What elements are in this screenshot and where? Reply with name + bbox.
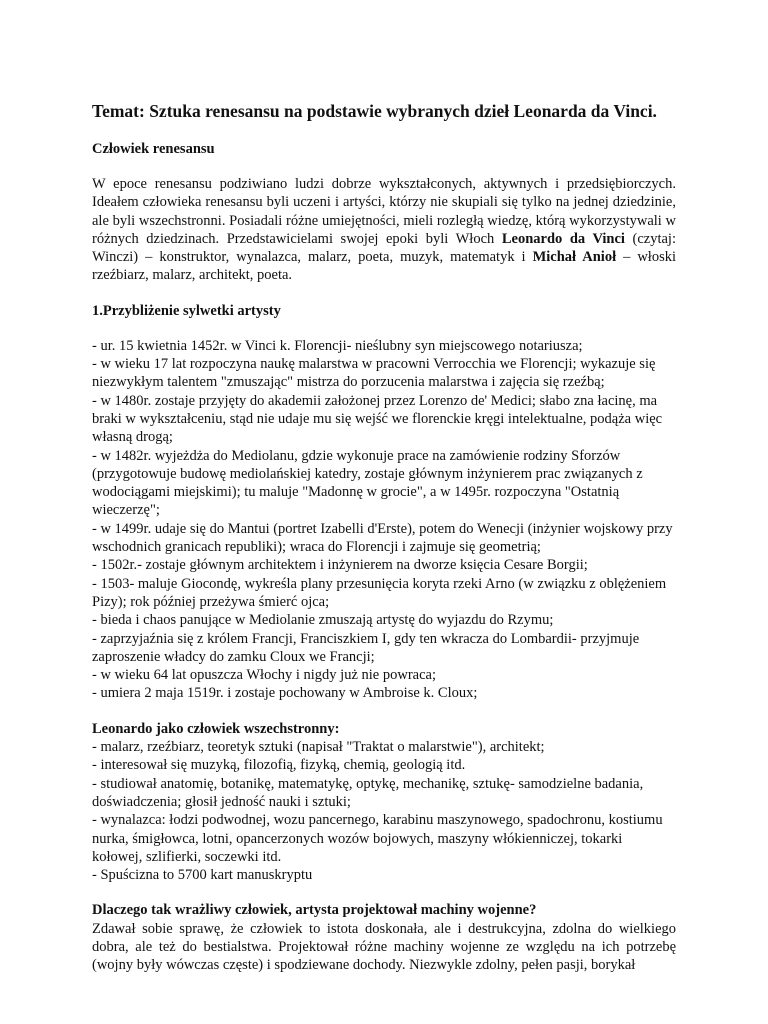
list-item: - umiera 2 maja 1519r. i zostaje pochowany w Ambroise k. Cloux; <box>92 685 478 702</box>
section-heading-renaissance-man: Człowiek renesansu <box>92 141 215 157</box>
list-item: - studiował anatomię, botanikę, matematykę, optykę, mechanikę, sztukę- samodzielne badania, doświadczenia; głosił jedność nauki i sztuki; <box>92 775 644 810</box>
list-item: - bieda i chaos panujące w Mediolanie zmuszają artystę do wyjazdu do Rzymu; <box>92 612 554 629</box>
list-item: - malarz, rzeźbiarz, teoretyk sztuki (napisał "Traktat o malarstwie"), architekt; <box>92 739 545 756</box>
intro-text-part1: W epoce renesansu podziwiano ludzi dobrze wykształconych, aktywnych i przedsiębiorczych. Ideałem człowieka renesansu byli uczeni i artyści, którzy nie skupiali się tylko na jednej dziedzinie, ale byli wszechstronni. Posiadali różne umiejętności, mieli rozległą wiedzę, którą wykorzystywali w różnych dziedzinach. Przedstawicielami swojej epoki byli Włoch <box>92 176 676 247</box>
list-item: - w 1499r. udaje się do Mantui (portret Izabelli d'Erste), potem do Wenecji (inżynier wojskowy przy wschodnich granicach republiki); wraca do Florencji i zajmuje się geometrią; <box>92 520 673 556</box>
list-item: - ur. 15 kwietnia 1452r. w Vinci k. Florencji- nieślubny syn miejscowego notariusza; <box>92 337 583 354</box>
versatility-list <box>92 720 676 885</box>
list-item: - interesował się muzyką, filozofią, fizyką, chemią, geologią itd. <box>92 757 466 774</box>
intro-text-part2: (czytaj: Winczi) – konstruktor, wynalazca, malarz, poeta, muzyk, matematyk i <box>92 230 676 266</box>
list-item: - 1502r.- zostaje głównym architektem i inżynierem na dworze księcia Cesare Borgii; <box>92 557 588 574</box>
list-item: - w wieku 17 lat rozpoczyna naukę malarstwa w pracowni Verrocchia we Florencji; wykazuje się niezwykłym talentem "zmuszając" mistrza do porzucenia malarstwa i zajęcia się rzeźbą; <box>92 356 656 391</box>
name-michelangelo: Michał Anioł <box>532 249 617 266</box>
intro-paragraph <box>92 175 676 285</box>
biography-list <box>92 337 676 703</box>
war-machines-paragraph: Zdawał sobie sprawę, że człowiek to istota doskonała, ale i destrukcyjna, zdolna do wielkiego dobra, ale też do bestialstwa. Projektował różne machiny wojenne ze względu na ich potrzebę (wojny były wówczas częste) i spodziewane dochody. Niezwykle zdolny, pełen pasji, borykał <box>92 920 676 974</box>
list-item: - zaprzyjaźnia się z królem Francji, Franciszkiem I, gdy ten wkracza do Lombardii- przyjmuje zaproszenie władcy do zamku Cloux we Francji; <box>92 630 640 665</box>
section-heading-versatile: Leonardo jako człowiek wszechstronny: <box>92 720 340 737</box>
section-heading-war-machines: Dlaczego tak wrażliwy człowiek, artysta projektował machiny wojenne? <box>92 902 537 919</box>
name-leonardo: Leonardo da Vinci <box>501 230 625 247</box>
document-title: Temat: Sztuka renesansu na podstawie wybranych dzieł Leonarda da Vinci. <box>92 101 657 121</box>
list-item: - w 1480r. zostaje przyjęty do akademii założonej przez Lorenzo de' Medici; słabo zna łacinę, ma braki w wykształceniu, stąd nie udaje mu się wejść we florenckie kręgi intelektualne, podąża więc własną drogą; <box>92 392 663 446</box>
list-item: - w 1482r. wyjeżdża do Mediolanu, gdzie wykonuje prace na zamówienie rodziny Sforzów (przygotowuje budowę mediolańskiej katedry, zostaje głównym inżynierem prac związanych z wodociągami miejskimi); tu maluje "Madonnę w grocie", a w 1495r. rozpoczyna "Ostatnią wieczerzę"; <box>92 447 643 519</box>
list-item: - Spuścizna to 5700 kart manuskryptu <box>92 867 313 884</box>
list-item: - 1503- maluje Giocondę, wykreśla plany przesunięcia koryta rzeki Arno (w związku z oblężeniem Pizy); rok później przeżywa śmierć ojca; <box>92 575 667 610</box>
section-heading-biography: 1.Przybliżenie sylwetki artysty <box>92 302 281 319</box>
war-machines-section <box>92 901 676 974</box>
list-item: - wynalazca: łodzi podwodnej, wozu pancernego, karabinu maszynowego, spadochronu, kostiumu nurka, śmigłowca, lotni, opancerzonych wozów bojowych, maszyny włókienniczej, tokarki kołowej, szlifierki, soczewki itd. <box>92 812 663 865</box>
intro-text-part3: – włoski rzeźbiarz, malarz, architekt, poeta. <box>92 249 677 284</box>
document-page <box>92 100 676 975</box>
list-item: - w wieku 64 lat opuszcza Włochy i nigdy już nie powraca; <box>92 667 436 684</box>
